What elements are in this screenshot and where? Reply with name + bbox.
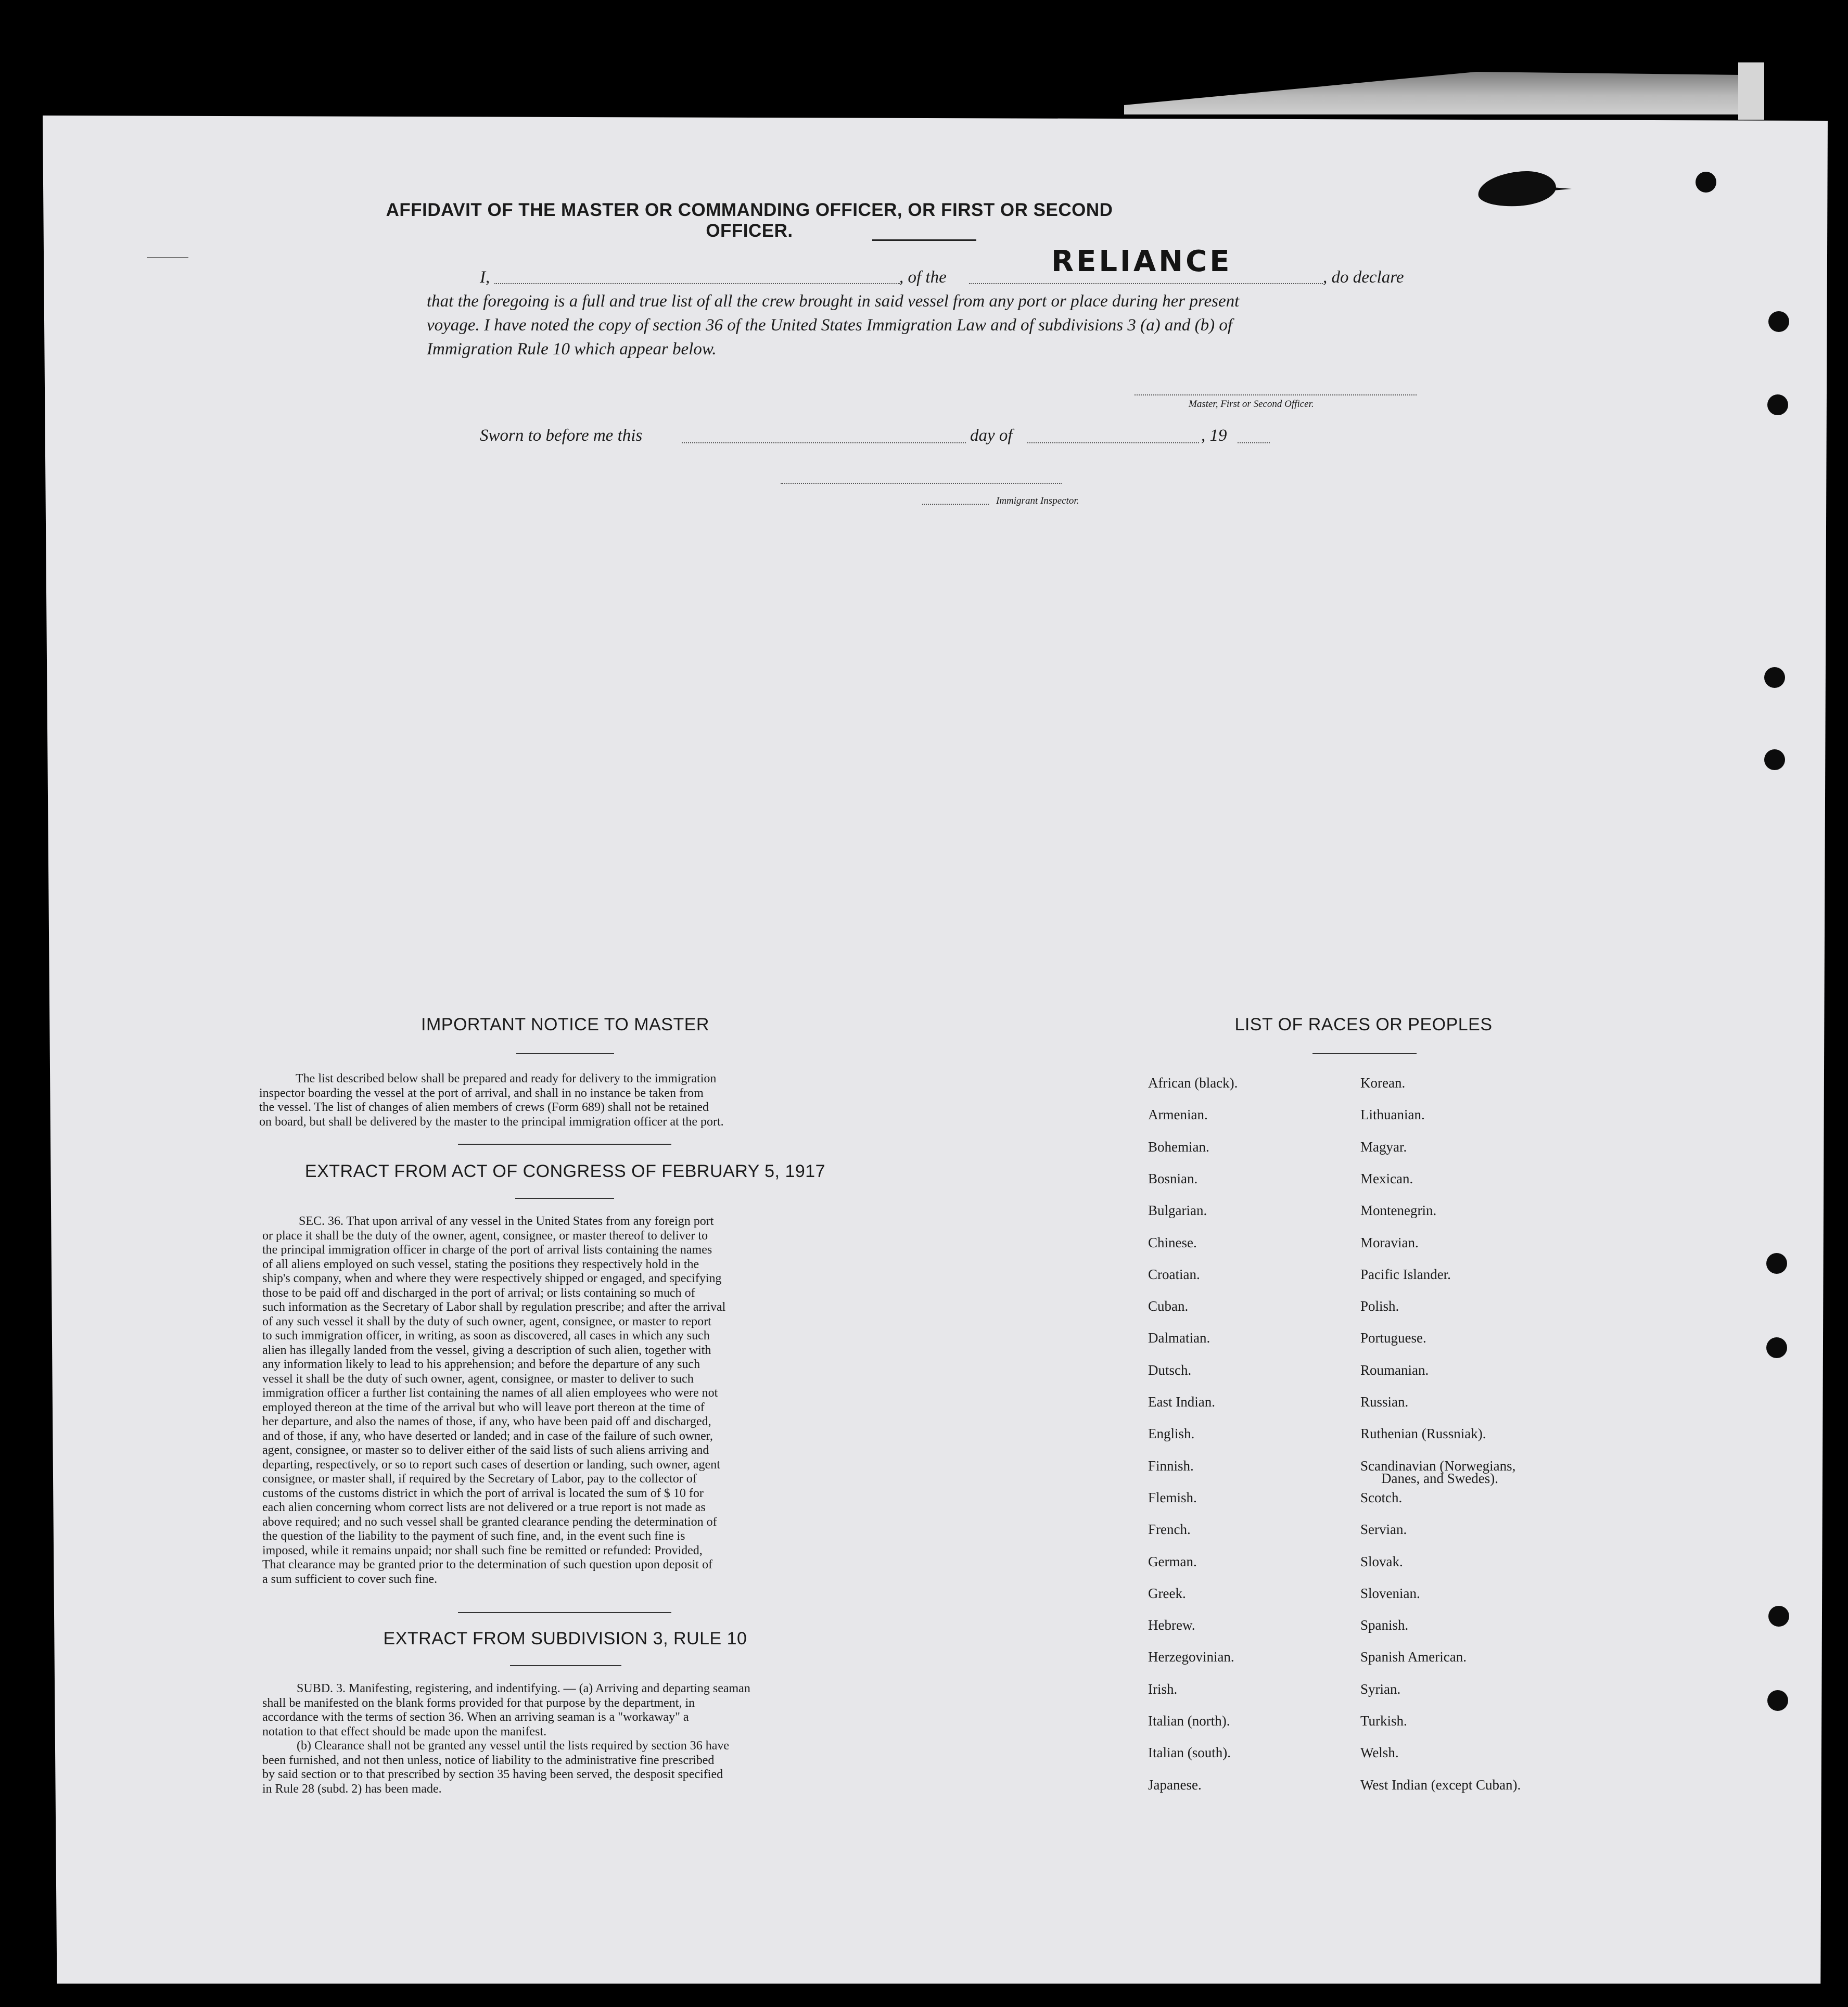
sec36-line: imposed, while it remains unpaid; nor shall such fine be remitted or refunded: Provided, [262, 1543, 703, 1557]
race-item: Spanish. [1360, 1617, 1409, 1633]
sec36-line: employed thereon at the time of the arrival but who will leave port thereon at the time of [262, 1400, 705, 1414]
sec36-line: immigration officer a further list containing the names of all alien employees who were not [262, 1386, 718, 1400]
edge-mark [147, 257, 188, 258]
punch-hole [1767, 1690, 1788, 1711]
subd3-line: SUBD. 3. Manifesting, registering, and indentifying. — (a) Arriving and departing seaman [297, 1682, 750, 1695]
sec36-line: SEC. 36. That upon arrival of any vessel in the United States from any foreign port [299, 1215, 714, 1228]
race-item: Scandinavian (Norwegians, [1360, 1458, 1516, 1474]
race-item: Japanese. [1148, 1777, 1202, 1793]
sec36-line: consignee, or master shall, if required by the Secretary of Labor, pay to the collector of [262, 1472, 697, 1486]
race-item: Italian (south). [1148, 1745, 1231, 1760]
race-item: Greek. [1148, 1586, 1186, 1601]
inspector-caption-lead [922, 504, 989, 505]
sec36-line: vessel it shall be the duty of such owner, agent, consignee, or master to deliver to such [262, 1372, 694, 1386]
sec36-line: any information likely to lead to his apprehension; and before the departure of any such [262, 1358, 700, 1371]
sworn-month-line [1027, 442, 1199, 443]
race-item: African (black). [1148, 1075, 1238, 1091]
affidavit-title-rule [872, 239, 976, 241]
race-item: Mexican. [1360, 1171, 1413, 1186]
sec36-line: alien has illegally landed from the vessel, giving a description of such alien, together with [262, 1343, 711, 1357]
sec36-line: customs of the customs district in which the port of arrival is located the sum of $ 10 for [262, 1486, 704, 1500]
notice-line: The list described below shall be prepared and ready for delivery to the immigration [296, 1072, 717, 1085]
master-caption: Master, First or Second Officer. [1189, 399, 1314, 410]
race-item: French. [1148, 1522, 1191, 1537]
race-item: Flemish. [1148, 1490, 1197, 1505]
race-item: Scotch. [1360, 1490, 1403, 1505]
race-item: Bosnian. [1148, 1171, 1198, 1186]
race-item: Italian (north). [1148, 1713, 1230, 1729]
punch-hole [1764, 749, 1785, 770]
race-item: English. [1148, 1426, 1195, 1441]
master-name-line [494, 283, 900, 284]
notice-heading-rule [516, 1053, 614, 1054]
notice-line: the vessel. The list of changes of alien members of crews (Form 689) shall not be retained [259, 1101, 709, 1114]
sec36-line: of all aliens employed on such vessel, stating the positions they respectively hold in the [262, 1257, 699, 1271]
sworn-text: Sworn to before me this [480, 426, 643, 445]
notice-heading: IMPORTANT NOTICE TO MASTER [421, 1015, 709, 1034]
day-of-text: day of [970, 426, 1013, 445]
sec36-line: her departure, and also the names of those, if any, who have been paid off and discharged, [262, 1415, 711, 1428]
affidavit-line-2: that the foregoing is a full and true list of all the crew brought in said vessel from any port or place during her present [427, 292, 1240, 311]
sec36-line: those to be paid off and discharged in the port of arrival; or lists containing so much of [262, 1286, 695, 1300]
race-item: Russian. [1360, 1394, 1409, 1410]
race-item: Moravian. [1360, 1235, 1419, 1250]
subd3-line: shall be manifested on the blank forms provided for that purpose by the department, in [262, 1696, 695, 1710]
rule-extract-heading: EXTRACT FROM SUBDIVISION 3, RULE 10 [383, 1629, 747, 1648]
punch-hole [1768, 1606, 1789, 1627]
race-item: Ruthenian (Russniak). [1360, 1426, 1486, 1441]
year-prefix: , 19 [1201, 426, 1227, 445]
notice-rule [458, 1144, 671, 1145]
punch-hole [1764, 667, 1785, 688]
sec36-line: and of those, if any, who have deserted or landed; and in case of the failure of such owner, [262, 1429, 713, 1443]
punch-hole [1767, 394, 1788, 415]
race-item: Welsh. [1360, 1745, 1399, 1760]
affidavit-of-the: , of the [899, 268, 947, 287]
race-item: West Indian (except Cuban). [1360, 1777, 1521, 1793]
inspector-caption: Immigrant Inspector. [996, 495, 1079, 506]
race-item: Finnish. [1148, 1458, 1194, 1474]
subd3-line: been furnished, and not then unless, notice of liability to the administrative fine prescribed [262, 1753, 715, 1767]
race-item: Armenian. [1148, 1107, 1208, 1122]
sec36-line: the principal immigration officer in charge of the port of arrival lists containing the names [262, 1243, 712, 1257]
race-item: Cuban. [1148, 1298, 1189, 1314]
affidavit-line-3: voyage. I have noted the copy of section 36 of the United States Immigration Law and of subdivisions 3 (a) and (b) of [427, 316, 1233, 335]
race-item: Dutsch. [1148, 1362, 1192, 1378]
race-item: East Indian. [1148, 1394, 1215, 1410]
sec36-line: such information as the Secretary of Labor shall by regulation prescribe; and after the arrival [262, 1300, 726, 1314]
race-item: Slovenian. [1360, 1586, 1420, 1601]
race-item: Portuguese. [1360, 1330, 1426, 1346]
notice-line: inspector boarding the vessel at the port of arrival, and shall in no instance be taken from [259, 1086, 704, 1100]
act-extract-heading: EXTRACT FROM ACT OF CONGRESS OF FEBRUARY 5, 1917 [304, 1161, 826, 1181]
race-item: Servian. [1360, 1522, 1407, 1537]
year-line [1238, 442, 1270, 443]
rule-extract-body [262, 1682, 867, 1796]
punch-hole [1766, 1337, 1787, 1358]
notice-body [259, 1072, 867, 1129]
inspector-signature-line [781, 483, 1062, 484]
notice-line: on board, but shall be delivered by the master to the principal immigration officer at the port. [259, 1115, 724, 1129]
act-extract-heading-rule [515, 1198, 614, 1199]
race-item: Polish. [1360, 1298, 1399, 1314]
vessel-name-stamp: RELIANCE [1051, 245, 1232, 278]
race-item: Bohemian. [1148, 1139, 1209, 1155]
sec36-line: to such immigration officer, in writing, as soon as discovered, all cases in which any such [262, 1329, 710, 1343]
punch-hole [1768, 311, 1789, 332]
race-item-continuation: Danes, and Swedes). [1381, 1471, 1498, 1486]
sec36-line: of any such vessel it shall by the duty of such owner, agent, consignee, or master to report [262, 1314, 711, 1328]
sec36-line: a sum sufficient to cover such fine. [262, 1572, 438, 1586]
race-item: Montenegrin. [1360, 1203, 1437, 1218]
race-item: German. [1148, 1554, 1197, 1569]
race-item: Dalmatian. [1148, 1330, 1210, 1346]
race-item: Slovak. [1360, 1554, 1403, 1569]
race-item: Spanish American. [1360, 1649, 1467, 1665]
act-extract-rule [458, 1612, 671, 1613]
race-item: Hebrew. [1148, 1617, 1195, 1633]
race-item: Turkish. [1360, 1713, 1407, 1729]
races-heading: LIST OF RACES OR PEOPLES [1234, 1015, 1493, 1034]
races-heading-rule [1312, 1053, 1417, 1054]
race-item: Chinese. [1148, 1235, 1197, 1250]
sec36-line: departing, respectively, or so to report such cases of desertion or landing, such owner, agent [262, 1458, 720, 1472]
vessel-name-line [969, 283, 1323, 284]
sec36-line: above required; and no such vessel shall be granted clearance pending the determination of [262, 1515, 717, 1529]
master-signature-line [1135, 394, 1417, 395]
subd3-line: in Rule 28 (subd. 2) has been made. [262, 1782, 442, 1796]
punch-hole [1696, 172, 1716, 193]
race-item: Irish. [1148, 1681, 1178, 1697]
race-item: Croatian. [1148, 1267, 1200, 1282]
subd3-line: (b) Clearance shall not be granted any vessel until the lists required by section 36 have [297, 1739, 730, 1753]
sec36-line: That clearance may be granted prior to the determination of such question upon deposit of [262, 1558, 713, 1571]
affidavit-i: I, [480, 268, 490, 287]
paper-strip-edge [1738, 62, 1764, 120]
race-item: Syrian. [1360, 1681, 1401, 1697]
affidavit-line-4: Immigration Rule 10 which appear below. [427, 340, 717, 359]
sec36-line: ship's company, when and where they were respectively shipped or engaged, and specifying [262, 1272, 722, 1285]
act-extract-body [262, 1215, 867, 1587]
paper-strip-top [1124, 72, 1764, 114]
sec36-line: each alien concerning whom correct lists are not delivered or a true report is not made as [262, 1501, 706, 1514]
sec36-line: or place it shall be the duty of the owner, agent, consignee, or master thereof to deliver to [262, 1229, 708, 1243]
race-item: Bulgarian. [1148, 1203, 1207, 1218]
sec36-line: the question of the liability to the payment of such fine, and, in the event such fine is [262, 1529, 685, 1543]
race-item: Magyar. [1360, 1139, 1407, 1155]
punch-hole [1766, 1253, 1787, 1274]
subd3-line: notation to that effect should be made upon the manifest. [262, 1724, 547, 1738]
race-item: Pacific Islander. [1360, 1267, 1451, 1282]
affidavit-do-declare: , do declare [1323, 268, 1404, 287]
sec36-line: agent, consignee, or master so to deliver either of the said lists of such aliens arriving and [262, 1443, 709, 1457]
race-item: Lithuanian. [1360, 1107, 1425, 1122]
affidavit-title: AFFIDAVIT OF THE MASTER OR COMMANDING OFFICER, OR FIRST OR SECOND OFFICER. [386, 200, 1113, 241]
subd3-line: by said section or to that prescribed by section 35 having been served, the desposit specified [262, 1768, 723, 1781]
race-item: Korean. [1360, 1075, 1406, 1091]
race-item: Roumanian. [1360, 1362, 1429, 1378]
rule-extract-heading-rule [510, 1665, 621, 1666]
race-item: Herzegovinian. [1148, 1649, 1234, 1665]
sworn-day-line [682, 442, 966, 443]
subd3-line: accordance with the terms of section 36. When an arriving seaman is a "workaway" a [262, 1710, 689, 1724]
